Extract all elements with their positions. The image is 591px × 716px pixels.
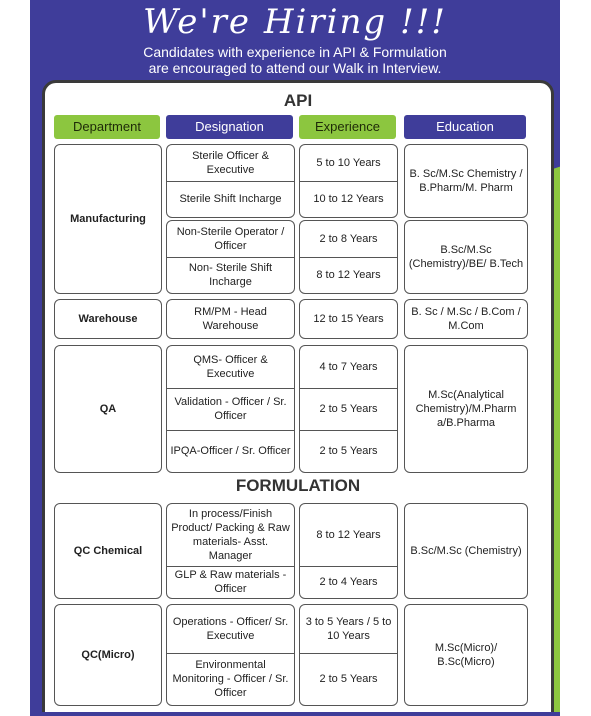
- department-label: Manufacturing: [70, 213, 146, 225]
- poster-background: [30, 0, 560, 716]
- experience-cell: 12 to 15 Years: [313, 313, 384, 325]
- education-cell: M.Sc(Micro)/ B.Sc(Micro): [434, 642, 498, 668]
- experience-cell: 2 to 4 Years: [319, 576, 378, 588]
- bottom-bar: [30, 712, 560, 716]
- designation-group: [166, 345, 295, 473]
- designation-cell: RM/PM - Head Warehouse: [194, 306, 267, 332]
- jobs-card: [42, 80, 554, 716]
- department-label: QC Chemical: [73, 545, 143, 557]
- department-label: QC(Micro): [81, 649, 135, 661]
- designation-group: [166, 299, 295, 339]
- designation-group: [166, 604, 295, 706]
- designation-cell: Sterile Shift Incharge: [179, 193, 282, 205]
- experience-group: [299, 144, 398, 218]
- designation-cell: Operations - Officer/ Sr. Executive: [172, 616, 289, 642]
- department-label: QA: [99, 403, 117, 415]
- designation-cell: Sterile Officer & Executive: [192, 150, 269, 176]
- designation-cell: IPQA-Officer / Sr. Officer: [170, 445, 291, 457]
- experience-cell: 5 to 10 Years: [316, 157, 381, 169]
- experience-cell: 2 to 5 Years: [319, 673, 378, 685]
- department-label: Warehouse: [78, 313, 138, 325]
- column-header-department: Department: [54, 115, 160, 139]
- designation-cell: GLP & Raw materials - Officer: [174, 569, 287, 595]
- designation-group: [166, 503, 295, 599]
- experience-group: [299, 220, 398, 294]
- experience-cell: 10 to 12 Years: [313, 193, 384, 205]
- designation-cell: Validation - Officer / Sr. Officer: [174, 396, 287, 422]
- experience-group: [299, 345, 398, 473]
- experience-group: [299, 604, 398, 706]
- experience-cell: 8 to 12 Years: [316, 529, 381, 541]
- designation-cell: Non-Sterile Operator / Officer: [176, 226, 285, 252]
- education-cell: B. Sc/M.Sc Chemistry / B.Pharm/M. Pharm: [409, 168, 523, 194]
- education-cell-box: [404, 299, 528, 339]
- subtitle-line-1: Candidates with experience in API & Formulation: [143, 44, 447, 60]
- department-warehouse: [54, 299, 162, 339]
- education-cell-box: [404, 345, 528, 473]
- education-cell: B. Sc / M.Sc / B.Com / M.Com: [411, 306, 521, 332]
- subtitle-line-2: are encouraged to attend our Walk in Interview.: [148, 60, 442, 76]
- column-header-experience: Experience: [299, 115, 396, 139]
- education-cell: B.Sc/M.Sc (Chemistry): [410, 545, 522, 557]
- designation-cell: QMS- Officer & Executive: [193, 354, 268, 380]
- education-cell-box: [404, 503, 528, 599]
- section-title-formulation: FORMULATION: [235, 476, 361, 495]
- department-qc-micro: [54, 604, 162, 706]
- hiring-title: We're Hiring !!!: [143, 2, 447, 42]
- education-cell-box: [404, 144, 528, 218]
- experience-cell: 2 to 5 Years: [319, 445, 378, 457]
- designation-cell: In process/Finish Product/ Packing & Raw materials- Asst. Manager: [171, 508, 290, 562]
- designation-group: [166, 144, 295, 218]
- education-cell: M.Sc(Analytical Chemistry)/M.Pharm a/B.Pharma: [415, 389, 517, 429]
- experience-cell: 8 to 12 Years: [316, 269, 381, 281]
- column-header-designation: Designation: [166, 115, 293, 139]
- column-header-education: Education: [404, 115, 526, 139]
- department-qa: [54, 345, 162, 473]
- education-cell-box: [404, 220, 528, 294]
- designation-cell: Environmental Monitoring - Officer / Sr. Officer: [172, 659, 289, 699]
- section-title-api: API: [283, 91, 313, 110]
- experience-cell: 2 to 8 Years: [319, 233, 378, 245]
- education-cell: B.Sc/M.Sc (Chemistry)/BE/ B.Tech: [408, 244, 524, 270]
- department-qc-chemical: [54, 503, 162, 599]
- experience-cell: 2 to 5 Years: [319, 403, 378, 415]
- designation-cell: Non- Sterile Shift Incharge: [188, 262, 273, 288]
- department-manufacturing: [54, 144, 162, 294]
- experience-group: [299, 503, 398, 599]
- experience-cell: 3 to 5 Years / 5 to 10 Years: [305, 616, 392, 642]
- experience-group: [299, 299, 398, 339]
- experience-cell: 4 to 7 Years: [319, 361, 378, 373]
- designation-group: [166, 220, 295, 294]
- education-cell-box: [404, 604, 528, 706]
